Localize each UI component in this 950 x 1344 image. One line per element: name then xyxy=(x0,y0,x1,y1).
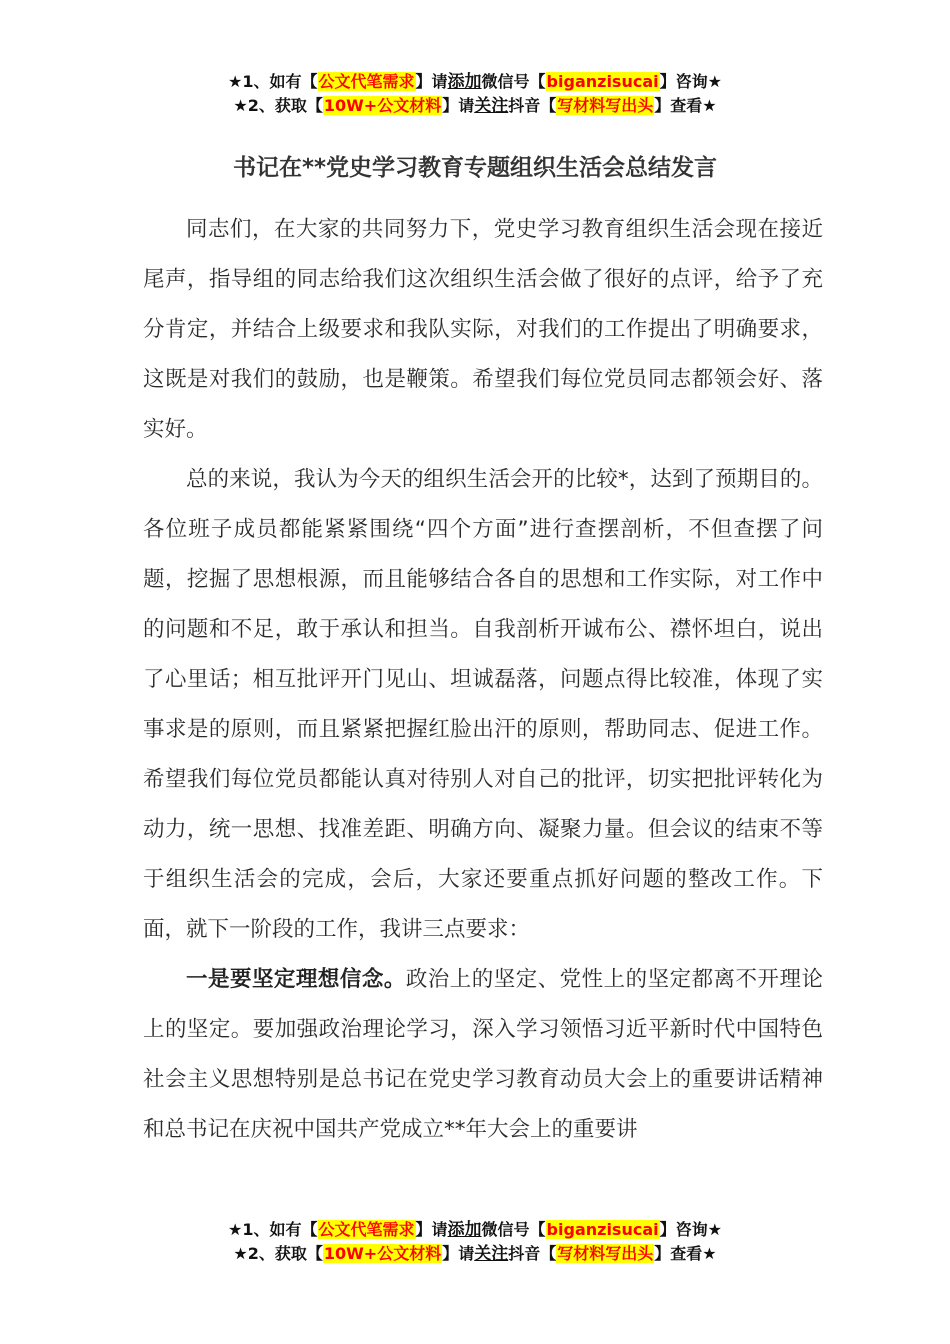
highlight-wechat-id: biganzisucai xyxy=(546,1220,659,1239)
paragraph-summary: 总的来说，我认为今天的组织生活会开的比较*，达到了预期目的。各位班子成员都能紧紧围绕“四个方面”进行查摆剖析，不但查摆了问题，挖掘了思想根源，而且能够结合各自的思想和工作实际，对工作中的问题和不足，敢于承认和担当。自我剖析开诚布公、襟怀坦白，说出了心里话；相互批评开门见山、坦诚磊落，问题点得比较准，体现了实事求是的原则，而且紧紧把握红脸出汗的原则，帮助同志、促进工作。希望我们每位党员都能认真对待别人对自己的批评，切实把批评转化为动力，统一思想、找准差距、明确方向、凝聚力量。但会议的结束不等于组织生活会的完成，会后，大家还要重点抓好问题的整改工作。下面，就下一阶段的工作，我讲三点要求： xyxy=(143,467,823,942)
highlight-douyin-account: 写材料写出头 xyxy=(557,1244,654,1263)
promo-line-2: ★2、获取【10W+公文材料】请关注抖音【写材料写出头】查看★ xyxy=(233,1244,717,1264)
highlight-wechat-id: biganzisucai xyxy=(546,72,659,91)
paragraph-point-one xyxy=(143,955,823,1155)
highlight-materials: 10W+公文材料 xyxy=(323,96,442,115)
promo-banner-top xyxy=(0,70,950,118)
highlight-service: 公文代笔需求 xyxy=(318,72,415,91)
promo-line-2: ★2、获取【10W+公文材料】请关注抖音【写材料写出头】查看★ xyxy=(233,96,717,116)
paragraph-opening: 同志们，在大家的共同努力下，党史学习教育组织生活会现在接近尾声，指导组的同志给我们这次组织生活会做了很好的点评，给予了充分肯定，并结合上级要求和我队实际，对我们的工作提出了明确要求，这既是对我们的鼓励，也是鞭策。希望我们每位党员同志都领会好、落实好。 xyxy=(143,217,823,442)
highlight-service: 公文代笔需求 xyxy=(318,1220,415,1239)
point-one-lead: 一是要坚定理想信念。 xyxy=(186,967,406,992)
document-title: 书记在**党史学习教育专题组织生活会总结发言 xyxy=(232,155,718,181)
document-body xyxy=(143,205,823,1155)
promo-line-1: ★1、如有【公文代笔需求】请添加微信号【biganzisucai】咨询★ xyxy=(228,1220,722,1240)
point-one-text: 政治上的坚定、党性上的坚定都离不开理论上的坚定。要加强政治理论学习，深入学习领悟习近平新时代中国特色社会主义思想特别是总书记在党史学习教育动员大会上的重要讲话精神和总书记在庆祝中国共产党成立**年大会上的重要讲 xyxy=(143,967,823,1142)
promo-banner-bottom xyxy=(0,1218,950,1266)
highlight-douyin-account: 写材料写出头 xyxy=(557,96,654,115)
highlight-materials: 10W+公文材料 xyxy=(323,1244,442,1263)
promo-line-1: ★1、如有【公文代笔需求】请添加微信号【biganzisucai】咨询★ xyxy=(228,72,722,92)
